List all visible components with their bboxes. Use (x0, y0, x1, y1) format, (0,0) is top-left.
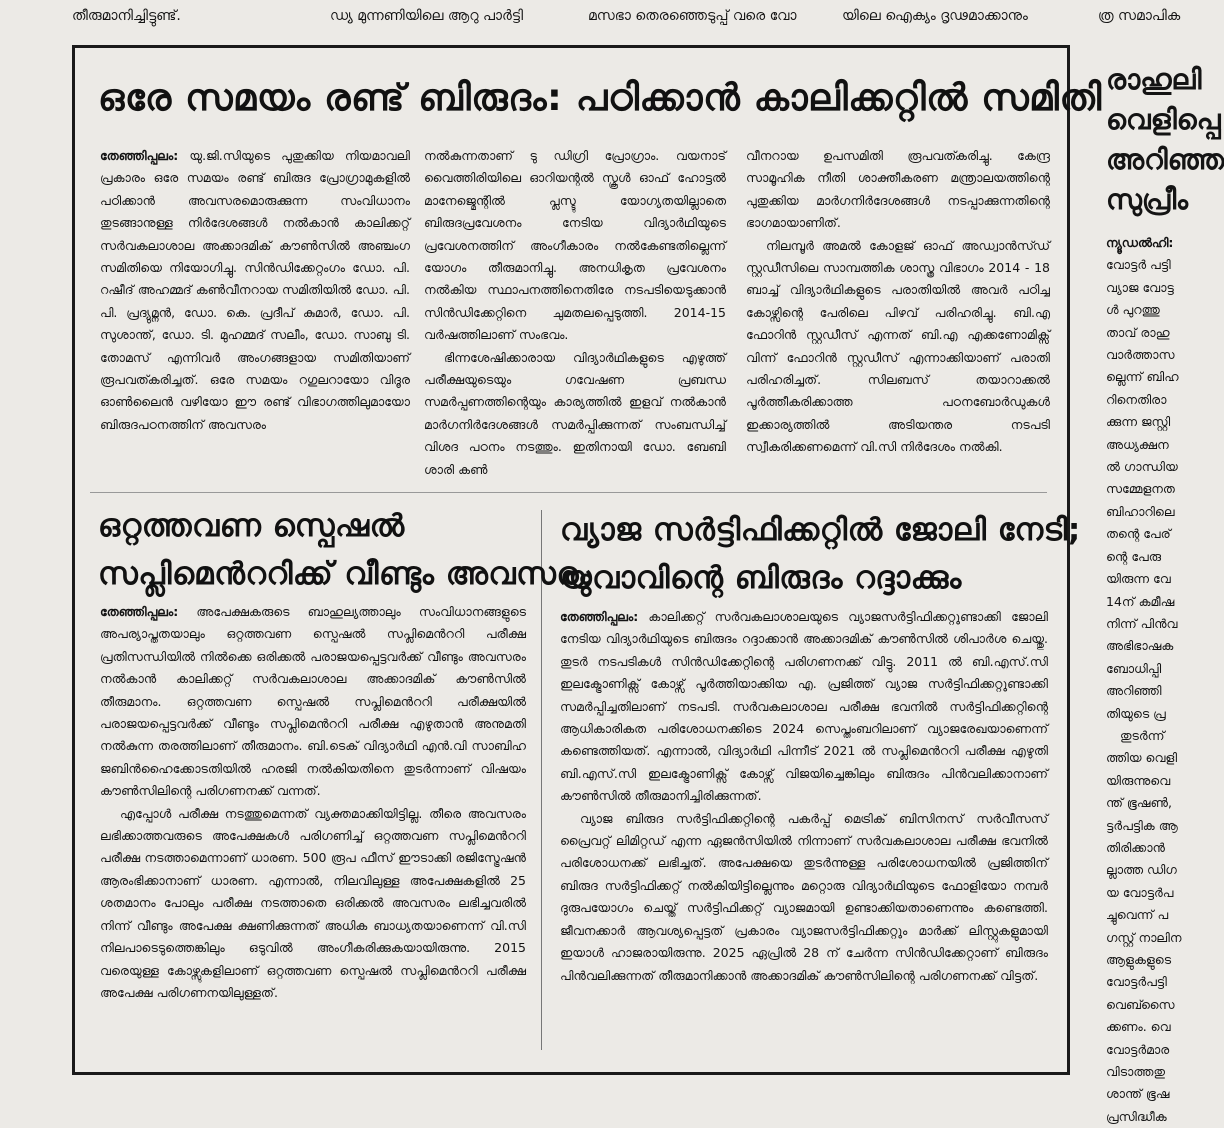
strip-text: ത്ര സമാപിക (1098, 8, 1181, 24)
side-headline-line: വെളിപ്പെ (1106, 103, 1221, 136)
side-body-line: ഗസ്റ്റ് നാലിന (1106, 929, 1182, 945)
section-divider (90, 492, 1047, 493)
side-headline (1106, 60, 1224, 220)
side-body-line: ല്ലാത്ത ഡിഗ (1106, 862, 1177, 878)
side-body-line: ന്റെ പേരു (1106, 548, 1161, 564)
main-story-column-3 (746, 145, 1050, 465)
side-body-line: വ്യാജ വോട്ട (1106, 279, 1174, 295)
side-body-line: ല്ലെന്ന് ബിഹ (1106, 369, 1179, 385)
side-body-line: അഭിഭാഷക (1106, 638, 1174, 654)
left-story-body (100, 601, 526, 1051)
side-body-line: 14ന് കമീഷ (1106, 593, 1175, 609)
side-body-line: തുടർന്ന് (1120, 727, 1165, 743)
side-body-line: ച്ചുവെന്ന് പ (1106, 907, 1169, 923)
strip-text: ഡ്യ മുന്നണിയിലെ ആറു പാർട്ടി (330, 8, 524, 24)
side-body-line: വോട്ടർപട്ടി (1106, 974, 1167, 990)
side-body-line: അറിഞ്ഞി (1106, 683, 1162, 699)
paragraph: ഭിന്നശേഷിക്കാരായ വിദ്യാർഥികളുടെ എഴുത്ത് പരീക്ഷയുടെയും ഗവേഷണ പ്രബന്ധ സമർപ്പണത്തിന്റെയും കാര്യത്തിൽ ഇളവ് നൽകാൻ മാർഗനിർദേശങ്ങൾ സമർപ്പിക്കുന്നത് സംബന്ധിച്ച് വിശദ പഠനം നടത്തും. ഇതിനായി ഡോ. ബേബി ശാരി കൺ (424, 349, 726, 477)
side-body-line: ത്തിയ വെളി (1106, 750, 1178, 766)
side-body-line: ട്ടർപട്ടിക ആ (1106, 817, 1178, 833)
paragraph: എപ്പോൾ പരീക്ഷ നടത്തുമെന്നത് വ്യക്തമാക്കിയിട്ടില്ല. തീരെ അവസരം ലഭിക്കാത്തവരുടെ അപേക്ഷകൾ പരിഗണിച്ച് ഒറ്റത്തവണ സപ്ലിമെൻററി പരീക്ഷ നടത്താമെന്നാണ് ധാരണ. 500 രൂപ ഫീസ് ഈടാക്കി രജിസ്ട്രേഷൻ ആരംഭിക്കാനാണ് ധാരണ. എന്നാൽ, നിലവിലുള്ള അപേക്ഷകളിൽ 25 ശതമാനം പോലും പരീക്ഷ നടത്താതെ ഒരിക്കൽ അവസരം ലഭിച്ചവരിൽ നിന്ന് വീണ്ടും അപേക്ഷ ക്ഷണിക്കുന്നത് അധിക ബാധ്യതയാണെന്ന് വി.സി നിലപാടെടുത്തെങ്കിലും ഒടുവിൽ അംഗീകരിക്കുകയായിരുന്നു. 2015 വരെയുള്ള കോഴ്സുകളിലാണ് ഒറ്റത്തവണ സ്പെഷൽ സപ്ലിമെൻററി പരീക്ഷ അപേക്ഷ പരിഗണനയിലുള്ളത്. (100, 805, 526, 1000)
side-body-line: ന്ത് ഭൂഷൺ, (1106, 795, 1173, 811)
side-body-line: ക്കുന്ന ജസ്റ്റി (1106, 414, 1171, 430)
paragraph: വ്യാജ ബിരുദ സർട്ടിഫിക്കറ്റിന്റെ പകർപ്പ് മെട്രിക് ബിസിനസ് സർവീസസ് പ്രൈവറ്റ് ലിമിറ്റഡ് എന്ന ഏജൻസിയിൽ നിന്നാണ് സർവകലാശാല പരീക്ഷ ഭവനിൽ പരിശോധനക്ക് ലഭിച്ചത്. അപേക്ഷയെ തുടർന്നുള്ള പരിശോധനയിൽ പ്രജിത്തിന് ബിരുദ സർട്ടിഫിക്കറ്റ് നൽകിയിട്ടില്ലെന്നും മറ്റൊരു വിദ്യാർഥിയുടെ ഫോളിയോ നമ്പർ ദുരുപയോഗം ചെയ്ത് സർട്ടിഫിക്കറ്റ് വ്യാജമായി ഉണ്ടാക്കിയതാണെന്നും കണ്ടെത്തി. ജീവനക്കാർ ആവശ്യപ്പെട്ടത് പ്രകാരം വ്യാജസർട്ടിഫിക്കറ്റും മാർക്ക് ലിസ്റ്റുകളുമായി ഇയാൾ ഹാജരായിരുന്നു. 2025 ഏപ്രിൽ 28 ന് ചേർന്ന സിൻഡിക്കേറ്റാണ് ബിരുദം പിൻവലിക്കുന്നത് തീരുമാനിക്കാൻ അക്കാദമിക് കൗൺസിലിന്റെ പരിഗണനക്ക് വിട്ടത്. (560, 810, 1048, 983)
side-body-line: ന്യൂഡൽഹി: (1106, 235, 1174, 250)
previous-page-strip (0, 0, 1202, 40)
right-headline-line-1: വ്യാജ സർട്ടിഫിക്കറ്റിൽ ജോലി നേടി; (560, 512, 1081, 548)
paragraph: അപേക്ഷകരുടെ ബാഹുല്യത്താലും സംവിധാനങ്ങളുടെ അപര്യാപ്തതയാലും ഒറ്റത്തവണ സ്പെഷൽ സപ്ലിമെൻററി പരീക്ഷ പ്രതിസന്ധിയിൽ നിൽക്കെ ഒരിക്കൽ പരാജയപ്പെട്ടവർക്ക് വീണ്ടും അവസരം നൽകാൻ കാലിക്കറ്റ് സർവകലാശാല അക്കാദമിക് കൗൺസിൽ തീരുമാനം. ഒറ്റത്തവണ സ്പെഷൽ സപ്ലിമെൻററി പരീക്ഷയിൽ പരാജയപ്പെട്ടവർക്ക് വീണ്ടും സപ്ലിമെൻററി പരീക്ഷ എഴുതാൻ അനുമതി നൽകുന്ന തരത്തിലാണ് തീരുമാനം. ബി.ടെക് വിദ്യാർഥി എൻ.വി സാബിഹ ജബിൻഹൈക്കോടതിയിൽ ഹരജി നൽകിയതിനെ തുടർന്നാണ് വിഷയം കൗൺസിലിന്റെ പരിഗണനക്ക് വന്നത്. (100, 604, 526, 799)
side-headline-line: രാഹുലി (1106, 63, 1202, 96)
side-body-line: ആളുകളുടെ (1106, 952, 1172, 967)
side-body-line: ക്കണം. വെ (1106, 1019, 1171, 1035)
side-body-line: താവ് രാഹു (1106, 324, 1170, 340)
side-body-line: യിരുന്നുവെ (1106, 772, 1171, 788)
side-body-line: നിന്ന് പിൻവ (1106, 615, 1178, 631)
side-body-line: പ്രസിദ്ധീക (1106, 1108, 1167, 1124)
side-body-line: ൾ പുറത്തു (1106, 302, 1160, 318)
side-body-line: വോട്ടർ പട്ടി (1106, 257, 1171, 273)
side-body-line: റിനെതിരാ (1106, 391, 1167, 407)
side-body-line: ബിഹാറിലെ (1106, 503, 1175, 519)
paragraph: നൽകുന്നതാണ് ടു ഡിഗ്രി പ്രോഗ്രാം. വയനാട് വൈത്തിരിയിലെ ഓറിയന്റൽ സ്കൂൾ ഓഫ് ഹോട്ടൽ മാനേജ്മെന്റിൽ പ്ലസ്ടു യോഗ്യതയില്ലാതെ ബിരുദപ്രവേശനം നേടിയ വിദ്യാർഥിയുടെ പ്രവേശനത്തിന് അംഗീകാരം നൽകേണ്ടതില്ലെന്ന് യോഗം തീരുമാനിച്ചു. അനധികൃത പ്രവേശനം നൽകിയ സ്ഥാപനത്തിനെതിരേ നടപടിയെടുക്കാൻ സിൻഡിക്കേറ്റിനെ ചുമതലപ്പെടുത്തി. 2014-15 വർഷത്തിലാണ് സംഭവം. (424, 148, 726, 343)
side-body-line: വാർത്താസ (1106, 347, 1175, 363)
side-body-line: ൽ ഗാന്ധിയ (1106, 459, 1178, 475)
side-body-line: ശാന്ത് ഭൂഷ (1106, 1086, 1170, 1102)
side-body (1106, 232, 1202, 1128)
main-headline: ഒരേ സമയം രണ്ട് ബിരുദം: പഠിക്കാൻ കാലിക്കറ്റിൽ സമിതി (98, 76, 1102, 119)
left-headline-line-1: ഒറ്റത്തവണ സ്പെഷൽ (98, 508, 405, 544)
side-body-line: വെബ്സൈ (1106, 996, 1175, 1012)
side-headline-line: അറിഞ്ഞ (1106, 143, 1224, 176)
side-headline-line: സുപ്രീം (1106, 183, 1188, 216)
side-body-line: യിരുന്ന വേ (1106, 571, 1171, 587)
dateline: തേഞ്ഞിപ്പലം: (560, 609, 639, 624)
paragraph: വീനറായ ഉപസമിതി രൂപവത്കരിച്ചു. കേന്ദ്ര സാമൂഹിക നീതി ശാക്തീകരണ മന്ത്രാലയത്തിന്റെ പുതുക്കിയ മാർഗനിർദേശങ്ങൾ നടപ്പാക്കുന്നതിന്റെ ഭാഗമായാണിത്. (746, 148, 1050, 231)
side-body-line: അധ്യക്ഷന (1106, 436, 1169, 452)
paragraph: നിലമ്പൂർ അമൽ കോളജ് ഓഫ് അഡ്വാൻസ്ഡ് സ്റ്റഡീസിലെ സാമ്പത്തിക ശാസ്ത്ര വിഭാഗം 2014 - 18 ബാച്ച് വിദ്യാർഥികളുടെ പരാതിയിൽ അവർ പഠിച്ച കോഴ്സിന്റെ പേരിലെ പിഴവ് പരിഹരിച്ചു. ബി.എ ഫോറിൻ സ്റ്റഡീസ് എന്നത് ബി.എ എക്കണോമിക്സ് വിന്ന് ഫോറിൻ സ്റ്റഡീസ് എന്നാക്കിയാണ് പരാതി പരിഹരിച്ചത്. സിലബസ് തയാറാക്കൽ പൂർത്തീകരിക്കാത്ത പഠനബോർഡുകൾ ഇക്കാര്യത്തിൽ അടിയന്തര നടപടി സ്വീകരിക്കണമെന്ന് വി.സി നിർദേശം നൽകി. (746, 237, 1050, 455)
side-body-line: വിടാത്തതു (1106, 1064, 1165, 1080)
strip-text: യിലെ ഐക്യം ദൃഢമാക്കാനും (842, 8, 1028, 24)
main-story-column-1 (100, 145, 410, 465)
side-body-line: യ വോട്ടർപ (1106, 884, 1174, 900)
main-story-column-2 (424, 145, 726, 477)
adjacent-story-clipped (1106, 60, 1224, 1124)
right-headline-line-2: യുവാവിന്റെ ബിരുദം റദ്ദാക്കും (560, 560, 962, 596)
side-body-line: തന്റെ പേര് (1106, 526, 1171, 542)
strip-text: മസഭാ തെരഞ്ഞെടുപ്പ് വരെ വോ (588, 8, 797, 24)
right-story-body (560, 606, 1048, 1061)
side-body-line: ബോധിപ്പി (1106, 660, 1162, 676)
side-body-line: തിയുടെ പ്ര (1106, 705, 1166, 721)
side-body-line: സമ്മേളനത (1106, 481, 1175, 497)
side-body-line: തിരിക്കാൻ (1106, 839, 1165, 855)
paragraph: യു.ജി.സിയുടെ പുതുക്കിയ നിയമാവലി പ്രകാരം ഒരേ സമയം രണ്ട് ബിരുദ പ്രോഗ്രാമുകളിൽ പഠിക്കാൻ അവസരമൊരുക്കുന്ന സംവിധാനം തുടങ്ങാനുള്ള നിർദേശങ്ങൾ നൽകാൻ കാലിക്കറ്റ് സർവകലാശാല അക്കാദമിക് കൗൺസിൽ അഞ്ചംഗ സമിതിയെ നിയോഗിച്ചു. സിൻഡിക്കേറ്റംഗം ഡോ. പി. റഷീദ് അഹമ്മദ് കൺവീനറായ സമിതിയിൽ ഡോ. പി. പി. പ്രദ്യുമ്നൻ, ഡോ. കെ. പ്രദീപ് കുമാർ, ഡോ. പി. സുശാന്ത്, ഡോ. ടി. മുഹമ്മദ് സലീം, ഡോ. സാബു ടി. തോമസ് എന്നിവർ അംഗങ്ങളായ സമിതിയാണ് രൂപവത്കരിച്ചത്. ഒരേ സമയം റഗുലറായോ വിദൂര ഓൺലൈൻ വഴിയോ ഈ രണ്ട് വിഭാഗത്തിലുമായോ ബിരുദപഠനത്തിന് അവസരം (100, 148, 410, 432)
dateline: തേഞ്ഞിപ്പലം: (100, 148, 179, 163)
strip-text: തീരുമാനിച്ചിട്ടുണ്ട്. (72, 8, 181, 24)
paragraph: കാലിക്കറ്റ് സർവകലാശാലയുടെ വ്യാജസർട്ടിഫിക്കറ്റുണ്ടാക്കി ജോലി നേടിയ വിദ്യാർഥിയുടെ ബിരുദം റദ്ദാക്കാൻ അക്കാദമിക് കൗൺസിൽ ശിപാർശ ചെയ്തു. തുടർ നടപടികൾ സിൻഡിക്കേറ്റിന്റെ പരിഗണനക്ക് വിട്ടു. 2011 ൽ ബി.എസ്.സി ഇലക്ട്രോണിക്സ് കോഴ്സ് പൂർത്തിയാക്കിയ എ. പ്രജിത്ത് വ്യാജ സർട്ടിഫിക്കറ്റുണ്ടാക്കി സമർപ്പിച്ചതിലാണ് നടപടി. സർവകലാശാല പരീക്ഷ ഭവനിൽ സർട്ടിഫിക്കറ്റിന്റെ ആധികാരികത പരിശോധനക്കിടെ 2024 സെപ്തംബറിലാണ് വ്യാജരേഖയാണെന്ന് കണ്ടെത്തിയത്. എന്നാൽ, വിദ്യാർഥി പിന്നീട് 2021 ൽ സപ്ലിമെൻററി പരീക്ഷ എഴുതി ബി.എസ്.സി ഇലക്ട്രോണിക്സ് കോഴ്സ് വിജയിച്ചെങ്കിലും ബിരുദം പിൻവലിക്കാനാണ് കൗൺസിൽ തീരുമാനിച്ചിരിക്കുന്നത്. (560, 609, 1048, 804)
left-headline-line-2: സപ്ലിമെൻററിക്ക് വീണ്ടും അവസരം (98, 556, 593, 592)
dateline: തേഞ്ഞിപ്പലം: (100, 604, 179, 619)
side-body-line: വോട്ടർമാര (1106, 1041, 1170, 1057)
